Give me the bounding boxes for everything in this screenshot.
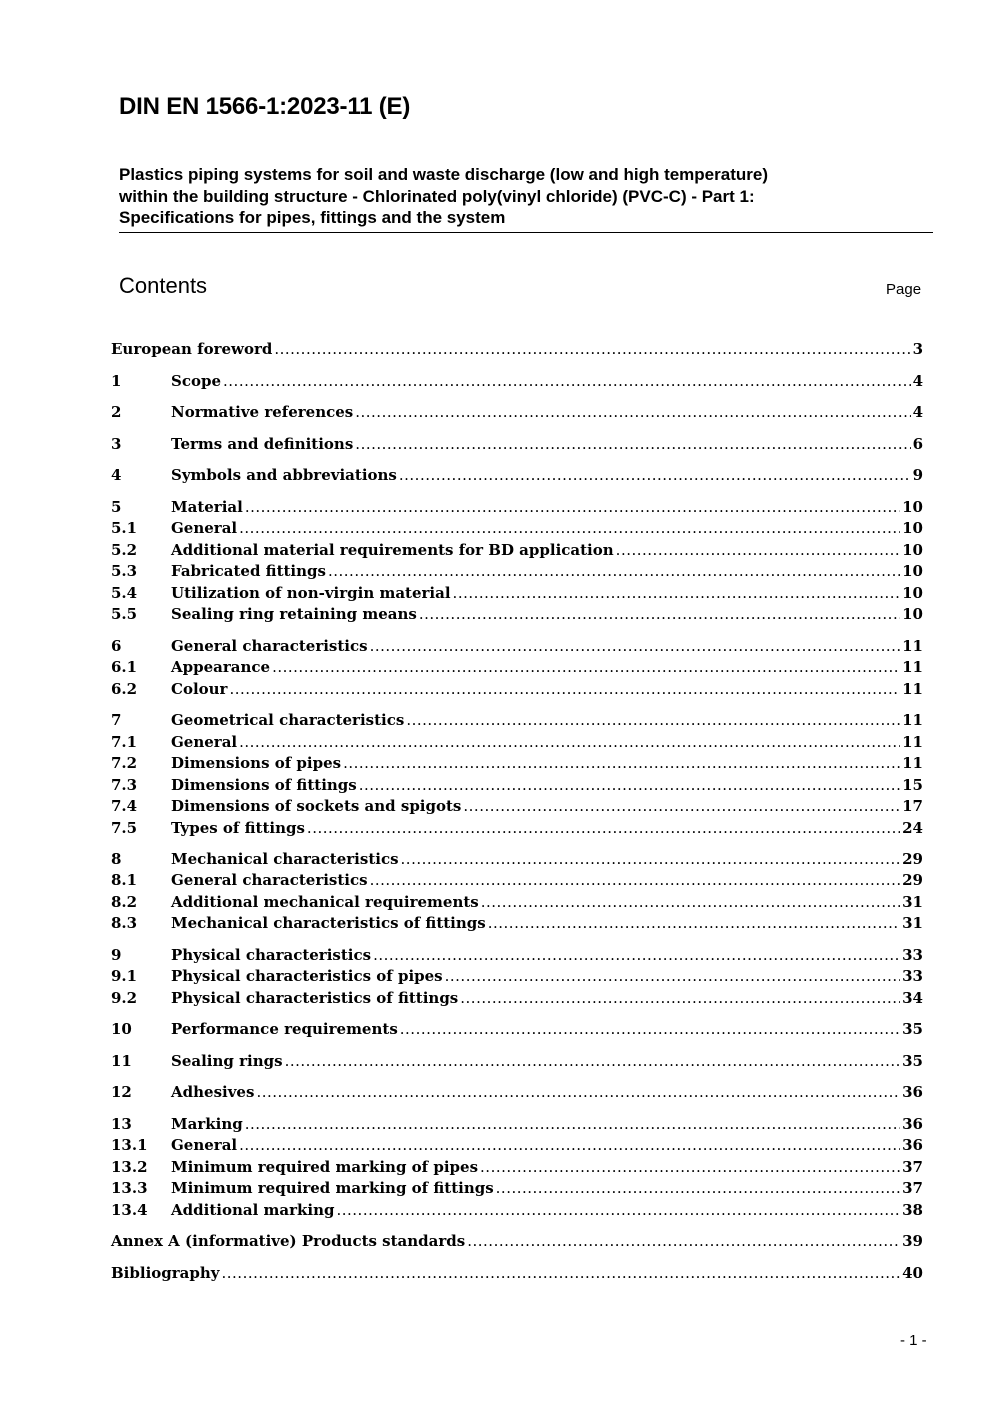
toc-entry[interactable]	[111, 796, 923, 817]
toc-entry-page: 36	[902, 1083, 923, 1101]
toc-entry-number: 5.3	[111, 562, 138, 580]
document-id: DIN EN 1566-1:2023-11 (E)	[119, 93, 411, 120]
toc-entry-page: 10	[902, 584, 923, 602]
toc-entry-title: Types of fittings	[171, 819, 305, 837]
toc-dot-leader	[229, 679, 900, 700]
toc-dot-leader	[616, 540, 900, 561]
toc-entry-number: 6.2	[111, 680, 138, 698]
toc-entry-page: 15	[902, 776, 923, 794]
toc-dot-leader	[453, 583, 901, 604]
toc-dot-leader	[285, 1051, 901, 1072]
toc-dot-leader	[274, 339, 910, 360]
toc-entry-number: 3	[111, 435, 122, 453]
toc-dot-leader	[400, 1019, 900, 1040]
toc-entry-page: 10	[902, 519, 923, 537]
toc-dot-leader	[223, 371, 911, 392]
toc-entry-title: General	[171, 519, 238, 537]
toc-entry-page: 10	[902, 541, 923, 559]
toc-entry-page: 37	[902, 1179, 923, 1197]
toc-entry-number: 5.5	[111, 605, 138, 623]
toc-entry-number: 2	[111, 403, 122, 421]
toc-entry[interactable]	[111, 518, 923, 539]
toc-entry-title: Mechanical characteristics of fittings	[171, 914, 486, 932]
document-title-line: Specifications for pipes, fittings and the system	[119, 208, 506, 227]
toc-entry[interactable]	[111, 657, 923, 678]
toc-entry-number: 7.3	[111, 776, 138, 794]
toc-entry[interactable]	[111, 465, 923, 486]
toc-entry-title: Physical characteristics of pipes	[171, 967, 443, 985]
toc-entry[interactable]	[111, 1082, 923, 1103]
toc-dot-leader	[488, 913, 900, 934]
toc-entry[interactable]	[111, 945, 923, 966]
toc-entry-page: 24	[902, 819, 923, 837]
toc-entry-title: Colour	[171, 680, 228, 698]
toc-entry-page: 33	[902, 946, 923, 964]
toc-entry-title: Physical characteristics of fittings	[171, 989, 459, 1007]
toc-entry-title: Dimensions of sockets and spigots	[171, 797, 462, 815]
toc-entry-title: Symbols and abbreviations	[171, 466, 397, 484]
toc-entry-title: Adhesives	[171, 1083, 255, 1101]
toc-entry-title: Bibliography	[111, 1264, 220, 1282]
toc-entry[interactable]	[111, 604, 923, 625]
toc-entry-title: General	[171, 733, 238, 751]
toc-entry[interactable]	[111, 679, 923, 700]
toc-entry-number: 9.1	[111, 967, 138, 985]
toc-entry-number: 1	[111, 372, 122, 390]
toc-dot-leader	[359, 775, 900, 796]
toc-dot-leader	[496, 1178, 900, 1199]
toc-entry[interactable]	[111, 1114, 923, 1135]
toc-entry-number: 7.2	[111, 754, 138, 772]
toc-entry-page: 11	[902, 658, 923, 676]
toc-dot-leader	[239, 1135, 900, 1156]
toc-entry-title: Scope	[171, 372, 222, 390]
toc-entry-title: Normative references	[171, 403, 354, 421]
toc-dot-leader	[445, 966, 901, 987]
toc-entry-page: 4	[912, 403, 923, 421]
toc-dot-leader	[328, 561, 900, 582]
toc-entry-title: Additional material requirements for BD application	[171, 541, 614, 559]
toc-entry-page: 37	[902, 1158, 923, 1176]
toc-entry-page: 11	[902, 680, 923, 698]
toc-dot-leader	[245, 497, 900, 518]
contents-heading: Contents	[119, 273, 208, 298]
toc-entry[interactable]	[111, 753, 923, 774]
toc-entry[interactable]	[111, 497, 923, 518]
toc-entry-number: 5	[111, 498, 122, 516]
toc-entry-page: 31	[902, 893, 923, 911]
toc-entry-title: Annex A (informative) Products standards	[111, 1232, 466, 1250]
toc-entry-page: 29	[902, 871, 923, 889]
toc-entry[interactable]	[111, 561, 923, 582]
toc-entry-page: 10	[902, 605, 923, 623]
toc-dot-leader	[419, 604, 900, 625]
toc-entry-number: 9	[111, 946, 122, 964]
toc-entry[interactable]	[111, 1178, 923, 1199]
toc-entry-number: 13.4	[111, 1201, 148, 1219]
toc-entry-number: 4	[111, 466, 122, 484]
toc-entry-page: 3	[912, 340, 923, 358]
toc-entry-title: Marking	[171, 1115, 243, 1133]
toc-dot-leader	[370, 636, 901, 657]
toc-entry-title: Physical characteristics	[171, 946, 372, 964]
toc-entry-title: Dimensions of pipes	[171, 754, 342, 772]
toc-entry-page: 10	[902, 562, 923, 580]
toc-entry[interactable]	[111, 849, 923, 870]
toc-dot-leader	[343, 753, 900, 774]
toc-entry[interactable]	[111, 732, 923, 753]
toc-entry-title: Performance requirements	[171, 1020, 398, 1038]
toc-entry-number: 11	[111, 1052, 132, 1070]
toc-entry-number: 13.1	[111, 1136, 148, 1154]
toc-entry-number: 7	[111, 711, 122, 729]
toc-entry-page: 11	[902, 711, 923, 729]
toc-entry-number: 10	[111, 1020, 132, 1038]
toc-entry-page: 11	[902, 637, 923, 655]
toc-entry[interactable]	[111, 1019, 923, 1040]
toc-entry-number: 8	[111, 850, 122, 868]
toc-entry-title: Additional marking	[171, 1201, 335, 1219]
toc-entry[interactable]	[111, 1157, 923, 1178]
toc-dot-leader	[239, 518, 900, 539]
toc-entry-page: 39	[902, 1232, 923, 1250]
toc-entry[interactable]	[111, 1200, 923, 1221]
toc-entry-title: General characteristics	[171, 871, 368, 889]
document-title	[119, 164, 933, 233]
toc-entry-number: 13.2	[111, 1158, 148, 1176]
toc-entry[interactable]	[111, 434, 923, 455]
toc-dot-leader	[272, 657, 900, 678]
toc-entry[interactable]	[111, 371, 923, 392]
toc-entry-page: 38	[902, 1201, 923, 1219]
toc-entry-page: 11	[902, 733, 923, 751]
toc-dot-leader	[307, 818, 900, 839]
toc-entry[interactable]	[111, 636, 923, 657]
page-column-label: Page	[886, 281, 922, 298]
toc-entry-title: European foreword	[111, 340, 273, 358]
toc-entry-title: Mechanical characteristics	[171, 850, 399, 868]
toc-entry-number: 7.4	[111, 797, 138, 815]
page-number: - 1 -	[900, 1332, 927, 1349]
toc-entry[interactable]	[111, 870, 923, 891]
toc-entry-title: General	[171, 1136, 238, 1154]
toc-entry-title: Sealing ring retaining means	[171, 605, 417, 623]
toc-entry-title: Utilization of non-virgin material	[171, 584, 451, 602]
toc-entry-number: 12	[111, 1083, 132, 1101]
toc-entry-title: General characteristics	[171, 637, 368, 655]
toc-entry-number: 13	[111, 1115, 132, 1133]
toc-entry-title: Dimensions of fittings	[171, 776, 357, 794]
toc-entry-number: 8.1	[111, 871, 138, 889]
toc-entry[interactable]	[111, 583, 923, 604]
toc-entry-page: 34	[902, 989, 923, 1007]
toc-entry[interactable]	[111, 1051, 923, 1072]
toc-entry-page: 33	[902, 967, 923, 985]
toc-entry-page: 6	[912, 435, 923, 453]
toc-entry-title: Minimum required marking of pipes	[171, 1158, 479, 1176]
document-title-line: within the building structure - Chlorinated poly(vinyl chloride) (PVC-C) - Part 1:	[119, 186, 755, 206]
toc-entry[interactable]	[111, 710, 923, 731]
toc-entry-title: Appearance	[171, 658, 271, 676]
toc-dot-leader	[256, 1082, 900, 1103]
toc-entry-title: Sealing rings	[171, 1052, 283, 1070]
toc-dot-leader	[480, 1157, 900, 1178]
toc-dot-leader	[336, 1200, 900, 1221]
toc-dot-leader	[467, 1231, 900, 1252]
toc-entry-page: 11	[902, 754, 923, 772]
toc-entry[interactable]	[111, 818, 923, 839]
toc-entry-page: 35	[902, 1020, 923, 1038]
toc-entry-number: 5.2	[111, 541, 138, 559]
toc-dot-leader	[355, 434, 910, 455]
toc-entry-page: 31	[902, 914, 923, 932]
toc-dot-leader	[460, 988, 900, 1009]
toc-dot-leader	[373, 945, 900, 966]
toc-entry[interactable]	[111, 1135, 923, 1156]
toc-entry[interactable]	[111, 1263, 923, 1284]
toc-entry-number: 6.1	[111, 658, 138, 676]
toc-entry[interactable]	[111, 775, 923, 796]
toc-dot-leader	[370, 870, 901, 891]
toc-entry-title: Additional mechanical requirements	[171, 893, 479, 911]
toc-entry-page: 40	[902, 1264, 923, 1282]
toc-entry-number: 7.1	[111, 733, 138, 751]
toc-entry[interactable]	[111, 339, 923, 360]
toc-dot-leader	[222, 1263, 901, 1284]
toc-entry[interactable]	[111, 1231, 923, 1252]
toc-dot-leader	[463, 796, 900, 817]
toc-entry-title: Minimum required marking of fittings	[171, 1179, 494, 1197]
toc-entry-number: 5.4	[111, 584, 138, 602]
toc-entry-number: 8.3	[111, 914, 138, 932]
toc-dot-leader	[401, 849, 901, 870]
toc-entry-page: 36	[902, 1136, 923, 1154]
toc-entry-number: 13.3	[111, 1179, 148, 1197]
toc-dot-leader	[355, 402, 910, 423]
toc-entry-title: Material	[171, 498, 243, 516]
toc-entry[interactable]	[111, 913, 923, 934]
toc-entry-number: 5.1	[111, 519, 138, 537]
toc-entry-title: Geometrical characteristics	[171, 711, 405, 729]
toc-entry-number: 8.2	[111, 893, 138, 911]
toc-entry-number: 6	[111, 637, 122, 655]
toc-entry-title: Terms and definitions	[171, 435, 354, 453]
toc-entry-page: 9	[912, 466, 923, 484]
toc-dot-leader	[481, 892, 900, 913]
toc-entry-page: 10	[902, 498, 923, 516]
toc-entry[interactable]	[111, 988, 923, 1009]
toc-entry-page: 4	[912, 372, 923, 390]
toc-dot-leader	[406, 710, 900, 731]
toc-entry-number: 7.5	[111, 819, 138, 837]
toc-entry-page: 29	[902, 850, 923, 868]
toc-entry-page: 36	[902, 1115, 923, 1133]
toc-entry[interactable]	[111, 402, 923, 423]
toc-entry[interactable]	[111, 892, 923, 913]
toc-entry[interactable]	[111, 966, 923, 987]
toc-entry-page: 35	[902, 1052, 923, 1070]
toc-dot-leader	[239, 732, 900, 753]
toc-entry-title: Fabricated fittings	[171, 562, 326, 580]
toc-dot-leader	[245, 1114, 900, 1135]
toc-entry[interactable]	[111, 540, 923, 561]
toc-entry-page: 17	[902, 797, 923, 815]
toc-entry-number: 9.2	[111, 989, 138, 1007]
toc-dot-leader	[399, 465, 911, 486]
document-title-line: Plastics piping systems for soil and waste discharge (low and high temperature)	[119, 165, 768, 184]
